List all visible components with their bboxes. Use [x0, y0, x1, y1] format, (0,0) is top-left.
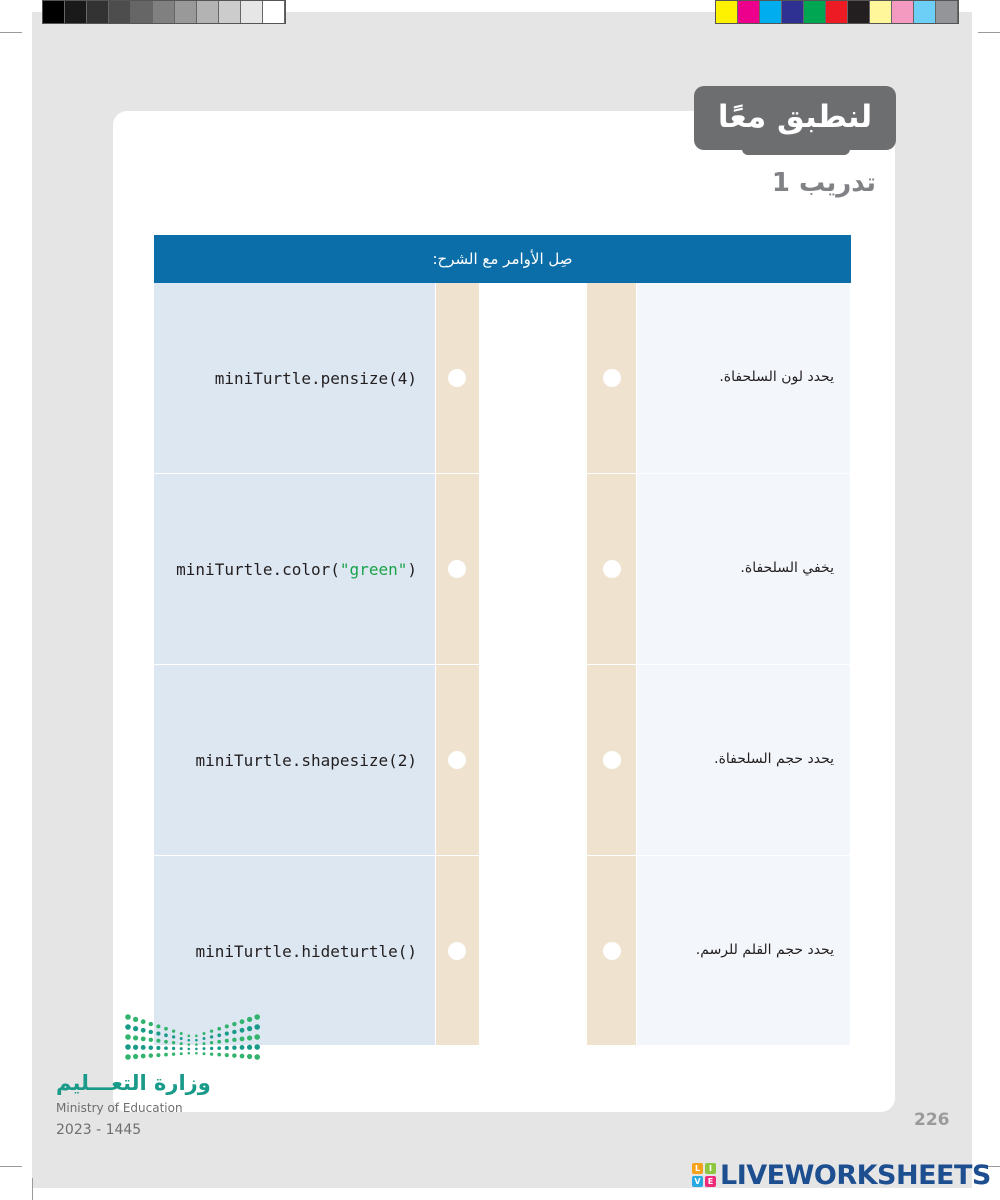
logo-dot: [195, 1043, 198, 1046]
logo-dot: [240, 1028, 245, 1033]
logo-dot: [232, 1045, 236, 1049]
crop-mark: [32, 1178, 33, 1200]
calibration-swatch: [109, 1, 131, 23]
logo-dot: [254, 1034, 260, 1040]
calibration-swatch: [804, 1, 826, 23]
crop-mark: [0, 1166, 22, 1167]
liveworksheets-icon: [692, 1163, 716, 1187]
command-text: miniTurtle.shapesize(2): [195, 751, 417, 770]
logo-dot: [149, 1053, 153, 1057]
logo-dot: [232, 1053, 236, 1057]
calibration-swatch: [760, 1, 782, 23]
logo-dot: [149, 1030, 153, 1034]
logo-dot: [188, 1052, 191, 1055]
logo-dot: [164, 1053, 168, 1057]
logo-dot: [125, 1014, 131, 1020]
edition-year: 2023 - 1445: [56, 1122, 142, 1138]
calibration-swatch: [892, 1, 914, 23]
logo-dot: [172, 1047, 175, 1050]
logo-dot: [225, 1053, 229, 1057]
logo-dot: [133, 1017, 138, 1022]
liveworksheets-icon-letter: I: [705, 1163, 716, 1174]
command-match-dot[interactable]: [448, 369, 466, 387]
logo-dot: [133, 1045, 138, 1050]
logo-dot: [254, 1054, 260, 1060]
logo-dot: [156, 1046, 160, 1050]
logo-dot: [188, 1043, 191, 1046]
logo-dot: [141, 1028, 146, 1033]
calibration-swatch: [716, 1, 738, 23]
calibration-swatch: [848, 1, 870, 23]
calibration-swatch: [87, 1, 109, 23]
command-text: miniTurtle.pensize(4): [214, 369, 417, 388]
calibration-swatch: [870, 1, 892, 23]
logo-dot: [133, 1026, 138, 1031]
description-text: يحدد حجم القلم للرسم.: [695, 942, 834, 958]
logo-dot: [141, 1036, 146, 1041]
logo-dot: [180, 1037, 183, 1040]
ministry-logo-icon: [124, 1012, 264, 1062]
logo-dot: [210, 1029, 213, 1032]
logo-dot: [149, 1045, 153, 1049]
calibration-swatch: [175, 1, 197, 23]
logo-dot: [156, 1024, 160, 1028]
logo-dot: [172, 1035, 175, 1038]
logo-dot: [247, 1045, 252, 1050]
exercise-label: تدريب 1: [771, 168, 876, 198]
calibration-swatch: [263, 1, 285, 23]
logo-dot: [133, 1035, 138, 1040]
logo-dot: [180, 1032, 183, 1035]
logo-dot: [254, 1014, 260, 1020]
logo-dot: [210, 1047, 213, 1050]
logo-dot: [210, 1053, 213, 1056]
logo-dot: [125, 1034, 131, 1040]
command-match-dot[interactable]: [448, 560, 466, 578]
logo-dot: [195, 1035, 198, 1038]
logo-dot: [203, 1052, 206, 1055]
ministry-name-english: Ministry of Education: [56, 1101, 183, 1115]
logo-dot: [156, 1039, 160, 1043]
logo-dot: [240, 1045, 245, 1050]
logo-dot: [210, 1041, 213, 1044]
logo-dot: [149, 1038, 153, 1042]
calibration-swatch: [826, 1, 848, 23]
logo-dot: [156, 1053, 160, 1057]
logo-dot: [172, 1029, 175, 1032]
table-instruction-header: صِل الأوامر مع الشرح:: [154, 235, 851, 283]
logo-dot: [149, 1022, 153, 1026]
calibration-swatch: [936, 1, 958, 23]
logo-dot: [217, 1053, 221, 1057]
logo-dot: [188, 1048, 191, 1051]
calibration-swatch: [219, 1, 241, 23]
calibration-swatch: [43, 1, 65, 23]
logo-dot: [217, 1046, 221, 1050]
logo-dot: [232, 1030, 236, 1034]
description-match-dot[interactable]: [603, 751, 621, 769]
logo-dot: [240, 1036, 245, 1041]
logo-dot: [172, 1041, 175, 1044]
logo-dot: [217, 1027, 221, 1031]
logo-dot: [188, 1035, 191, 1038]
liveworksheets-icon-letter: E: [705, 1176, 716, 1187]
calibration-swatch: [738, 1, 760, 23]
logo-dot: [217, 1033, 221, 1037]
logo-dot: [247, 1026, 252, 1031]
logo-dot: [141, 1019, 146, 1024]
command-text: miniTurtle.hideturtle(): [195, 942, 417, 961]
liveworksheets-icon-letter: L: [692, 1163, 703, 1174]
row-divider: [154, 664, 851, 665]
crop-mark: [978, 32, 1000, 33]
logo-dot: [125, 1024, 131, 1030]
liveworksheets-logo[interactable]: [692, 1159, 991, 1191]
description-match-dot[interactable]: [603, 560, 621, 578]
logo-dot: [195, 1039, 198, 1042]
logo-dot: [247, 1035, 252, 1040]
logo-dot: [225, 1046, 229, 1050]
logo-dot: [180, 1052, 183, 1055]
logo-dot: [172, 1053, 175, 1056]
calibration-swatch: [131, 1, 153, 23]
calibration-swatch: [197, 1, 219, 23]
logo-dot: [217, 1040, 221, 1044]
logo-dot: [156, 1032, 160, 1036]
logo-dot: [195, 1052, 198, 1055]
description-text: يخفي السلحفاة.: [740, 560, 834, 576]
calibration-swatch: [782, 1, 804, 23]
row-divider: [154, 855, 851, 856]
logo-dot: [180, 1042, 183, 1045]
calibration-swatch: [65, 1, 87, 23]
page-number: 226: [914, 1110, 950, 1130]
logo-dot: [195, 1048, 198, 1051]
command-match-dot[interactable]: [448, 751, 466, 769]
description-text: يحدد لون السلحفاة.: [719, 369, 834, 385]
description-text: يحدد حجم السلحفاة.: [714, 751, 834, 767]
logo-dot: [203, 1032, 206, 1035]
logo-dot: [125, 1054, 131, 1060]
crop-mark: [0, 32, 22, 33]
description-match-dot[interactable]: [603, 369, 621, 387]
logo-dot: [141, 1045, 146, 1050]
logo-dot: [225, 1039, 229, 1043]
logo-dot: [164, 1046, 168, 1050]
logo-dot: [232, 1038, 236, 1042]
calibration-swatch: [914, 1, 936, 23]
logo-dot: [133, 1054, 138, 1059]
logo-dot: [141, 1054, 146, 1059]
logo-dot: [203, 1047, 206, 1050]
liveworksheets-icon-letter: V: [692, 1176, 703, 1187]
logo-dot: [203, 1042, 206, 1045]
calibration-swatch: [241, 1, 263, 23]
section-title: لنطبق معًا: [717, 99, 873, 135]
logo-dot: [125, 1044, 131, 1050]
logo-dot: [254, 1044, 260, 1050]
logo-dot: [240, 1019, 245, 1024]
description-match-dot[interactable]: [603, 942, 621, 960]
logo-dot: [254, 1024, 260, 1030]
color-calibration-strip: [715, 0, 959, 24]
logo-dot: [240, 1054, 245, 1059]
logo-dot: [225, 1032, 229, 1036]
gray-calibration-strip: [42, 0, 286, 24]
logo-dot: [164, 1033, 168, 1037]
ministry-name-arabic: وزارة التعـــليم: [56, 1071, 211, 1095]
logo-dot: [164, 1040, 168, 1044]
logo-dot: [180, 1047, 183, 1050]
logo-dot: [225, 1024, 229, 1028]
logo-dot: [203, 1037, 206, 1040]
command-text: miniTurtle.color("green"): [176, 560, 417, 579]
logo-dot: [232, 1022, 236, 1026]
command-match-dot[interactable]: [448, 942, 466, 960]
logo-dot: [164, 1027, 168, 1031]
logo-dot: [210, 1035, 213, 1038]
logo-dot: [247, 1054, 252, 1059]
logo-dot: [188, 1039, 191, 1042]
calibration-swatch: [153, 1, 175, 23]
row-divider: [154, 473, 851, 474]
liveworksheets-wordmark: LIVEWORKSHEETS: [720, 1159, 991, 1191]
logo-dot: [247, 1017, 252, 1022]
